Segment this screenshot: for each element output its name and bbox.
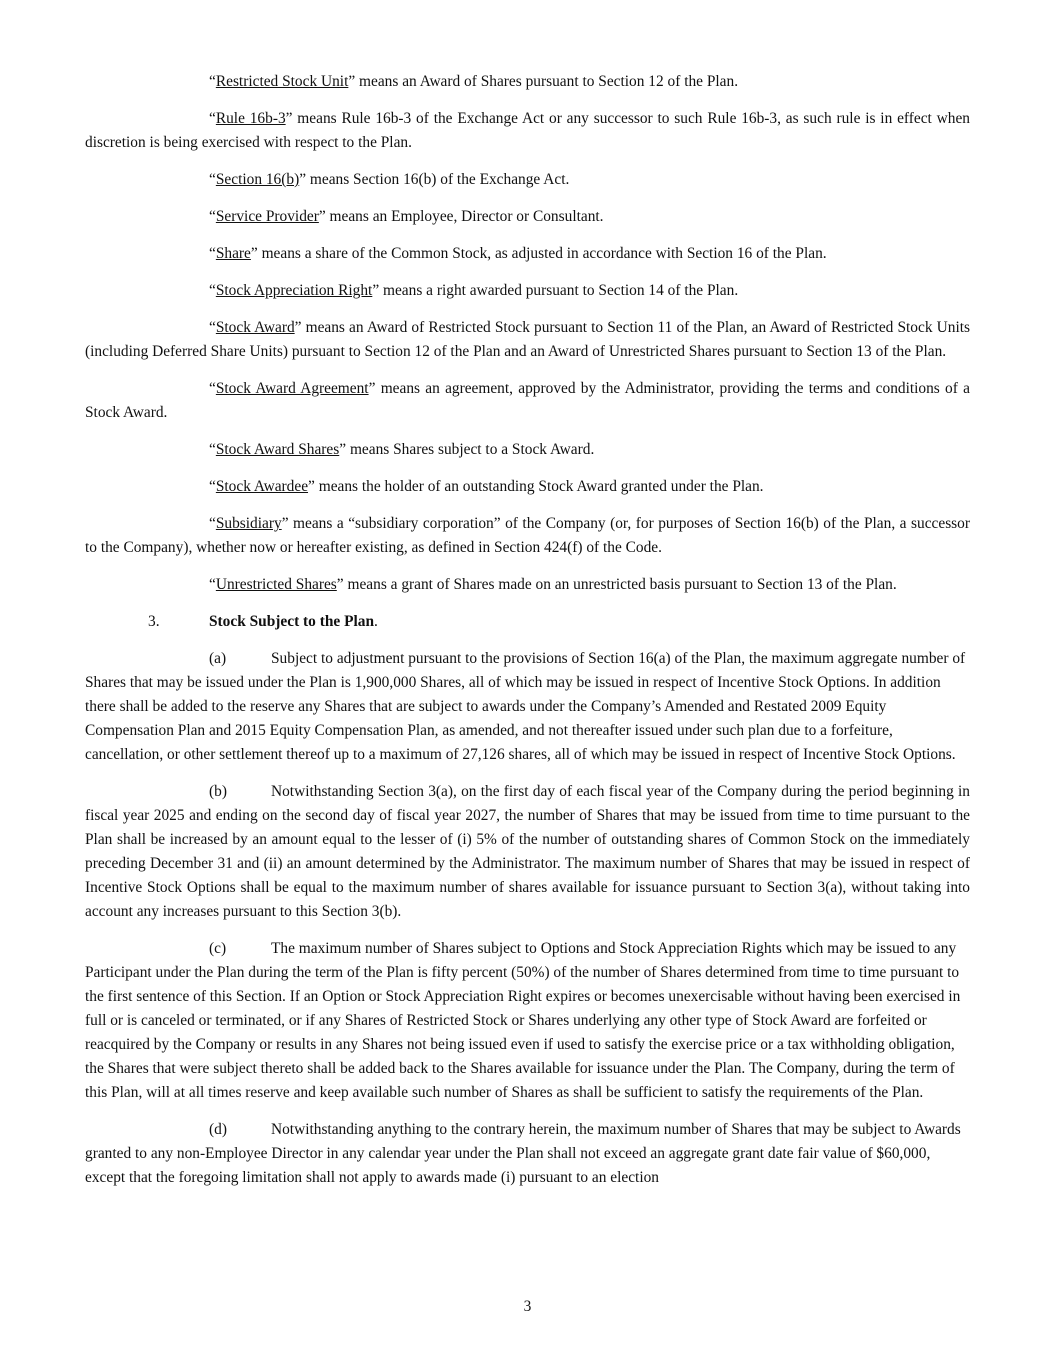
definition-text: means an agreement, approved by the Administrator, providing the terms and conditions of a Stock Award. (85, 380, 970, 421)
definition-text: means Shares subject to a Stock Award. (346, 441, 595, 458)
subsection-label: (b) (209, 783, 227, 800)
definition-text: means Rule 16b-3 of the Exchange Act or any successor to such Rule 16b-3, as such rule is in effect when discretion is being exercised with respect to the Plan. (85, 110, 970, 151)
section-title-wrap (209, 610, 378, 634)
defined-term: Rule 16b-3 (215, 110, 286, 127)
subsection-text: Notwithstanding Section 3(a), on the first day of each fiscal year of the Company during the period beginning in fiscal year 2025 and ending on the second day of fiscal year 2027, the number of Shares that may be issued from time to time pursuant to the Plan shall be increased by an amount equal to the lesser of (i) 5% of the number of outstanding shares of Common Stock on the immediately preceding December 31 and (ii) an amount determined by the Administrator. The maximum number of Shares that may be issued in respect of Incentive Stock Options shall be equal to the maximum number of shares available for issuance pursuant to Section 3(a), without taking into account any increases pursuant to this Section 3(b). (85, 783, 970, 920)
defined-term: Unrestricted Shares (215, 576, 337, 593)
defined-term: Subsidiary (215, 515, 282, 532)
subsection-d (85, 1118, 970, 1190)
document-page (85, 70, 970, 1203)
definition-text: means the holder of an outstanding Stock Award granted under the Plan. (314, 478, 764, 495)
defined-term: Restricted Stock Unit (215, 73, 349, 90)
definition-rule-16b-3: “Rule 16b-3” means Rule 16b-3 of the Exchange Act or any successor to such Rule 16b-3, as such rule is in effect when discretion is being exercised with respect to the Plan. (85, 110, 970, 151)
definition-subsidiary: “Subsidiary” means a “subsidiary corporation” of the Company (or, for purposes of Section 16(b) of the Plan, a successor to the Company), whether now or hereafter existing, as defined in Section 424(f) of the Code. (85, 515, 970, 556)
definition-text: means a grant of Shares made on an unrestricted basis pursuant to Section 13 of the Plan. (343, 576, 897, 593)
section-number: 3. (148, 613, 160, 630)
definition-stock-awardee: “Stock Awardee” means the holder of an outstanding Stock Award granted under the Plan. (209, 478, 764, 495)
section-title-period: . (374, 613, 378, 630)
definition-stock-award-agreement: “Stock Award Agreement” means an agreement, approved by the Administrator, providing the terms and conditions of a Stock Award. (85, 380, 970, 421)
definition-unrestricted-shares: “Unrestricted Shares” means a grant of Shares made on an unrestricted basis pursuant to Section 13 of the Plan. (209, 576, 897, 593)
defined-term: Stock Appreciation Right (215, 282, 373, 299)
definition-stock-appreciation-right: “Stock Appreciation Right” means a right awarded pursuant to Section 14 of the Plan. (209, 282, 739, 299)
definition-text: means a “subsidiary corporation” of the Company (or, for purposes of Section 16(b) of the Plan, a successor to the Company), whether now or hereafter existing, as defined in Section 424(f) of the Code. (85, 515, 970, 556)
defined-term: Stock Award Shares (215, 441, 340, 458)
definition-text: means a right awarded pursuant to Section 14 of the Plan. (379, 282, 739, 299)
definition-text: means Section 16(b) of the Exchange Act. (306, 171, 570, 188)
definition-stock-award: “Stock Award” means an Award of Restricted Stock pursuant to Section 11 of the Plan, an Award of Restricted Stock Units (including Deferred Share Units) pursuant to Section 12 of the Plan and an Award of Unrestricted Shares pursuant to Section 13 of the Plan. (85, 319, 970, 360)
subsection-label: (a) (209, 650, 227, 667)
defined-term: Stock Award (215, 319, 295, 336)
subsection-b (85, 780, 970, 924)
definition-share: “Share” means a share of the Common Stock, as adjusted in accordance with Section 16 of the Plan. (209, 245, 827, 262)
subsection-text: The maximum number of Shares subject to Options and Stock Appreciation Rights which may be issued to any Participant under the Plan during the term of the Plan is fifty percent (50%) of the number of Shares determined from time to time pursuant to the first sentence of this Section. If an Option or Stock Appreciation Right expires or becomes unexercisable without having been exercised in full or is canceled or terminated, or if any Shares of Restricted Stock or Shares underlying any other type of Stock Award are forfeited or reacquired by the Company or results in any Shares not being issued even if used to satisfy the exercise price or a tax withholding obligation, the Shares that were subject thereto shall be added back to the Shares available for issuance under the Plan. The Company, during the term of this Plan, will at all times reserve and keep available such number of Shares as shall be sufficient to satisfy the requirements of the Plan. (85, 940, 961, 1101)
definition-section-16b: “Section 16(b)” means Section 16(b) of the Exchange Act. (209, 171, 570, 188)
defined-term: Share (215, 245, 251, 262)
definition-text: means an Award of Shares pursuant to Section 12 of the Plan. (355, 73, 739, 90)
section-title: Stock Subject to the Plan (209, 613, 375, 630)
defined-term: Section 16(b) (215, 171, 300, 188)
subsection-label: (c) (209, 940, 227, 957)
definition-text: means a share of the Common Stock, as adjusted in accordance with Section 16 of the Plan. (257, 245, 827, 262)
definition-restricted-stock-unit: “Restricted Stock Unit” means an Award of Shares pursuant to Section 12 of the Plan. (209, 73, 739, 90)
defined-term: Service Provider (215, 208, 319, 225)
definition-text: means an Employee, Director or Consultant. (325, 208, 604, 225)
subsection-text: Subject to adjustment pursuant to the provisions of Section 16(a) of the Plan, the maximum aggregate number of Shares that may be issued under the Plan is 1,900,000 Shares, all of which may be issued in respect of Incentive Stock Options. In addition there shall be added to the reserve any Shares that are subject to awards under the Company’s Amended and Restated 2009 Equity Compensation Plan and 2015 Equity Compensation Plan, as amended, and not thereafter issued under such plan due to a forfeiture, cancellation, or other settlement thereof up to a maximum of 27,126 shares, all of which may be issued in respect of Incentive Stock Options. (85, 650, 966, 763)
subsection-c (85, 937, 970, 1105)
subsection-a (85, 647, 970, 767)
page-number: 3 (523, 1298, 532, 1315)
defined-term: Stock Award Agreement (215, 380, 369, 397)
definition-service-provider: “Service Provider” means an Employee, Director or Consultant. (209, 208, 604, 225)
definition-text: means an Award of Restricted Stock pursuant to Section 11 of the Plan, an Award of Restricted Stock Units (including Deferred Share Units) pursuant to Section 12 of the Plan and an Award of Unrestricted Shares pursuant to Section 13 of the Plan. (85, 319, 970, 360)
subsection-label: (d) (209, 1121, 227, 1138)
subsection-text: Notwithstanding anything to the contrary herein, the maximum number of Shares that may be subject to Awards granted to any non-Employee Director in any calendar year under the Plan shall not exceed an aggregate grant date fair value of $60,000, except that the foregoing limitation shall not apply to awards made (i) pursuant to an election (85, 1121, 961, 1186)
definition-stock-award-shares: “Stock Award Shares” means Shares subject to a Stock Award. (209, 441, 595, 458)
section-heading (85, 610, 970, 634)
defined-term: Stock Awardee (215, 478, 309, 495)
